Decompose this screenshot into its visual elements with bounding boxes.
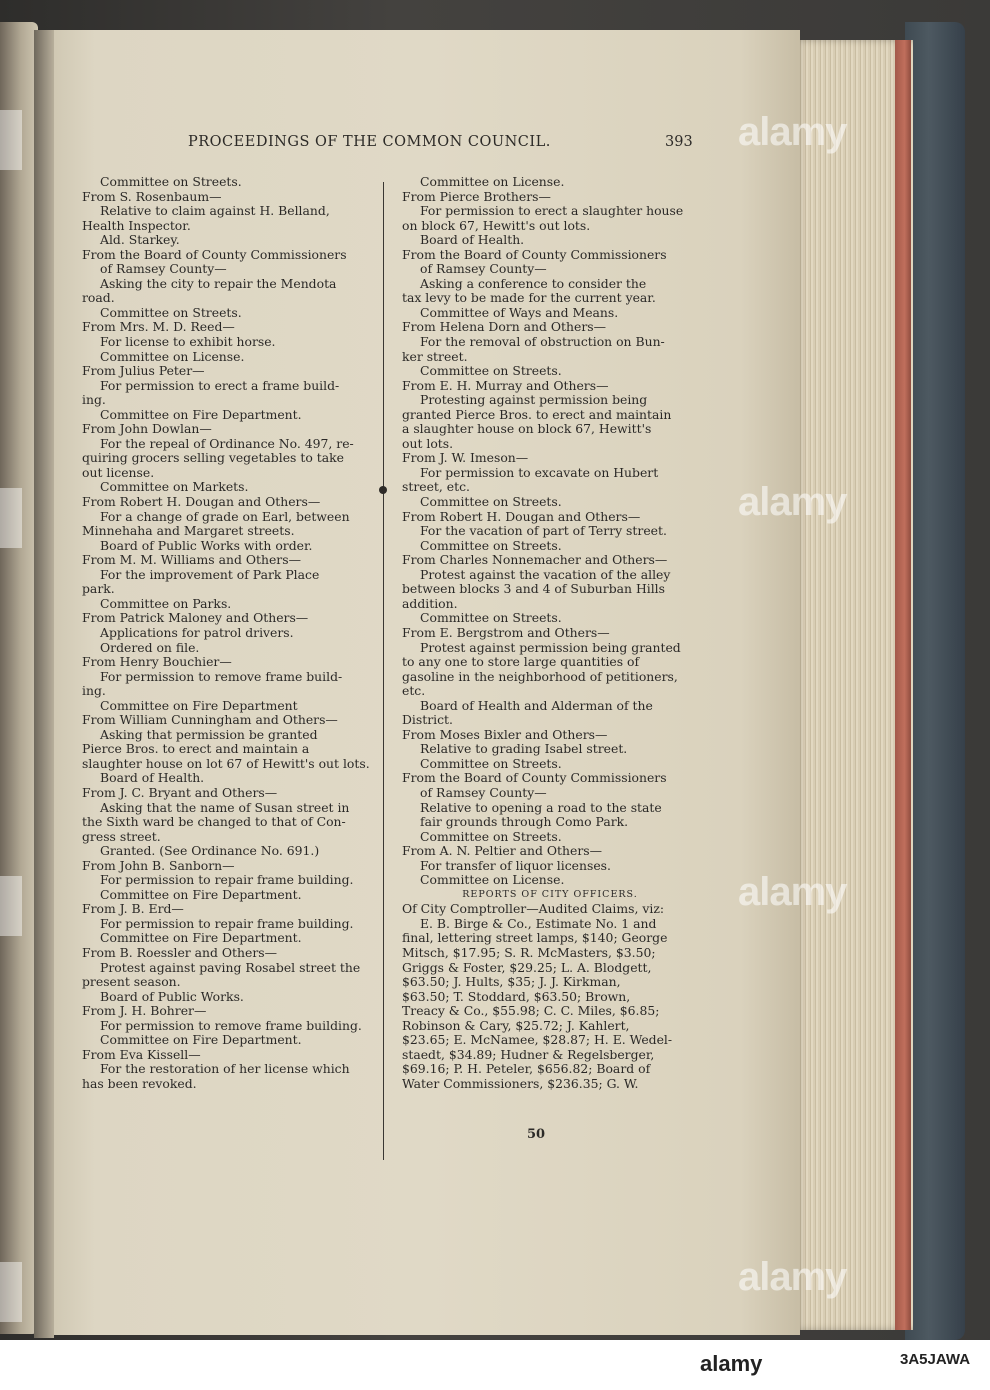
text-line: slaughter house on lot 67 of Hewitt's out lots. bbox=[82, 755, 370, 771]
text-line: Committee on Fire Department. bbox=[100, 1032, 302, 1048]
text-line: final, lettering street lamps, $140; George bbox=[402, 930, 668, 946]
text-line: present season. bbox=[82, 974, 181, 990]
text-line: Committee on License. bbox=[100, 348, 245, 364]
text-line: From William Cunningham and Others— bbox=[82, 712, 338, 728]
text-line: Board of Public Works with order. bbox=[100, 537, 313, 553]
text-line: $63.50; T. Stoddard, $63.50; Brown, bbox=[402, 988, 631, 1004]
right-column bbox=[402, 175, 698, 1091]
text-line: Ordered on file. bbox=[100, 639, 200, 655]
text-line: Board of Health. bbox=[100, 770, 205, 786]
text-line: From Robert H. Dougan and Others— bbox=[402, 508, 641, 524]
text-line: From E. Bergstrom and Others— bbox=[402, 624, 610, 640]
watermark-mark bbox=[0, 110, 22, 170]
text-line: From the Board of County Commissioners bbox=[402, 770, 667, 786]
text-line: Asking a conference to consider the bbox=[420, 275, 647, 291]
text-line: Committee on Parks. bbox=[100, 595, 232, 611]
text-line: Committee on Streets. bbox=[420, 537, 562, 553]
text-line: From Eva Kissell— bbox=[82, 1046, 201, 1062]
text-line: For the removal of obstruction on Bun- bbox=[420, 334, 665, 350]
text-line: between blocks 3 and 4 of Suburban Hills bbox=[402, 581, 665, 597]
text-line: gasoline in the neighborhood of petitioners, bbox=[402, 668, 678, 684]
text-line: From J. C. Bryant and Others— bbox=[82, 784, 278, 800]
facing-page-edge bbox=[0, 22, 38, 1334]
text-line: Protest against permission being granted bbox=[420, 639, 681, 655]
text-line: For a change of grade on Earl, between bbox=[100, 508, 350, 524]
running-head: PROCEEDINGS OF THE COMMON COUNCIL. bbox=[188, 134, 551, 150]
text-line: Committee on Streets. bbox=[420, 610, 562, 626]
text-line: Relative to grading Isabel street. bbox=[420, 741, 628, 757]
text-line: out license. bbox=[82, 464, 155, 480]
text-line: tax levy to be made for the current year. bbox=[402, 290, 656, 306]
text-line: the Sixth ward be changed to that of Con- bbox=[82, 814, 346, 830]
text-line: E. B. Birge & Co., Estimate No. 1 and bbox=[420, 915, 657, 931]
text-line: Griggs & Foster, $29.25; L. A. Blodgett, bbox=[402, 959, 652, 975]
text-line: Treacy & Co., $55.98; C. C. Miles, $6.85; bbox=[402, 1003, 660, 1019]
text-line: street, etc. bbox=[402, 479, 470, 495]
text-line: road. bbox=[82, 290, 115, 306]
text-line: Committee on Streets. bbox=[420, 494, 562, 510]
text-line: Committee of Ways and Means. bbox=[420, 304, 619, 320]
text-line: park. bbox=[82, 581, 115, 597]
watermark-bar bbox=[0, 1340, 990, 1390]
text-line: For transfer of liquor licenses. bbox=[420, 857, 611, 873]
text-line: Asking that permission be granted bbox=[100, 726, 318, 742]
text-line: For the improvement of Park Place bbox=[100, 566, 320, 582]
page-number: 393 bbox=[665, 134, 693, 150]
text-line: Applications for patrol drivers. bbox=[100, 624, 294, 640]
watermark-mark bbox=[0, 1262, 22, 1322]
text-line: Relative to claim against H. Belland, bbox=[100, 203, 330, 219]
text-line: Of City Comptroller—Audited Claims, viz: bbox=[402, 901, 665, 917]
text-line: For permission to repair frame building. bbox=[100, 872, 354, 888]
text-line: District. bbox=[402, 712, 453, 728]
text-line: From Henry Bouchier— bbox=[82, 654, 232, 670]
text-line: of Ramsey County— bbox=[420, 784, 547, 800]
text-line: From A. N. Peltier and Others— bbox=[402, 843, 602, 859]
text-line: Committee on Streets. bbox=[420, 363, 562, 379]
text-line: From J. H. Bohrer— bbox=[82, 1003, 207, 1019]
book-cover-edge bbox=[905, 22, 965, 1340]
text-line: etc. bbox=[402, 683, 426, 699]
text-line: For permission to excavate on Hubert bbox=[420, 464, 659, 480]
text-line: Committee on Fire Department bbox=[100, 697, 298, 713]
text-line: Pierce Bros. to erect and maintain a bbox=[82, 741, 310, 757]
text-line: From J. W. Imeson— bbox=[402, 450, 529, 466]
watermark-mark: alamy bbox=[738, 870, 847, 914]
text-line: For permission to remove frame build- bbox=[100, 668, 343, 684]
text-line: $63.50; J. Hults, $35; J. J. Kirkman, bbox=[402, 974, 621, 990]
text-line: From Julius Peter— bbox=[82, 363, 205, 379]
text-line: Board of Public Works. bbox=[100, 988, 244, 1004]
watermark-image-id: 3A5JAWA bbox=[900, 1351, 971, 1368]
text-line: addition. bbox=[402, 595, 458, 611]
text-line: of Ramsey County— bbox=[100, 261, 227, 277]
text-line: For the repeal of Ordinance No. 497, re- bbox=[100, 435, 354, 451]
text-line: From S. Rosenbaum— bbox=[82, 188, 222, 204]
text-line: Protest against paving Rosabel street the bbox=[100, 959, 361, 975]
text-line: $69.16; P. H. Peteler, $656.82; Board of bbox=[402, 1061, 651, 1077]
watermark-mark bbox=[0, 876, 22, 936]
text-line: Board of Health. bbox=[420, 232, 525, 248]
text-line: Committee on License. bbox=[420, 872, 565, 888]
text-line: From Patrick Maloney and Others— bbox=[82, 610, 309, 626]
watermark-mark: alamy bbox=[738, 480, 847, 524]
watermark-brand: alamy bbox=[700, 1351, 763, 1376]
text-line: fair grounds through Como Park. bbox=[420, 814, 629, 830]
text-line: From Moses Bixler and Others— bbox=[402, 726, 608, 742]
text-line: From E. H. Murray and Others— bbox=[402, 377, 609, 393]
text-line: Committee on Markets. bbox=[100, 479, 249, 495]
text-line: For permission to remove frame building. bbox=[100, 1017, 362, 1033]
text-line: ker street. bbox=[402, 348, 468, 364]
text-line: Board of Health and Alderman of the bbox=[420, 697, 653, 713]
text-line: a slaughter house on block 67, Hewitt's bbox=[402, 421, 652, 437]
text-line: Granted. (See Ordinance No. 691.) bbox=[100, 843, 320, 859]
text-line: From J. B. Erd— bbox=[82, 901, 184, 917]
text-line: Committee on Streets. bbox=[420, 828, 562, 844]
text-line: From Charles Nonnemacher and Others— bbox=[402, 552, 668, 568]
text-line: ing. bbox=[82, 683, 106, 699]
text-line: Committee on Streets. bbox=[100, 304, 242, 320]
text-line: For license to exhibit horse. bbox=[100, 334, 276, 350]
text-line: From Mrs. M. D. Reed— bbox=[82, 319, 235, 335]
text-line: out lots. bbox=[402, 435, 454, 451]
text-line: Committee on Fire Department. bbox=[100, 406, 302, 422]
text-line: Relative to opening a road to the state bbox=[420, 799, 662, 815]
rule-ink-dot bbox=[379, 486, 387, 494]
text-line: Committee on Streets. bbox=[100, 174, 242, 189]
text-line: Minnehaha and Margaret streets. bbox=[82, 523, 295, 539]
binding-gutter bbox=[34, 30, 54, 1338]
watermark-mark bbox=[0, 488, 22, 548]
page-edge-red-trim bbox=[895, 40, 911, 1330]
text-line: has been revoked. bbox=[82, 1075, 197, 1091]
text-line: For permission to erect a frame build- bbox=[100, 377, 340, 393]
text-line: to any one to store large quantities of bbox=[402, 654, 640, 670]
text-line: For the vacation of part of Terry street. bbox=[420, 523, 667, 539]
text-line: From Helena Dorn and Others— bbox=[402, 319, 607, 335]
left-column bbox=[82, 175, 378, 1091]
text-line: Asking that the name of Susan street in bbox=[100, 799, 350, 815]
text-line: of Ramsey County— bbox=[420, 261, 547, 277]
column-rule bbox=[383, 182, 384, 1160]
text-line: From John Dowlan— bbox=[82, 421, 212, 437]
text-line: From John B. Sanborn— bbox=[82, 857, 235, 873]
text-line: staedt, $34.89; Hudner & Regelsberger, bbox=[402, 1046, 655, 1062]
signature-folio: 50 bbox=[527, 1127, 546, 1142]
section-heading: REPORTS OF CITY OFFICERS. bbox=[462, 888, 638, 900]
page-header bbox=[50, 134, 800, 156]
text-line: $23.65; E. McNamee, $28.87; H. E. Wedel- bbox=[402, 1032, 673, 1048]
text-line: From Pierce Brothers— bbox=[402, 188, 551, 204]
text-line: From M. M. Williams and Others— bbox=[82, 552, 301, 568]
text-line: For permission to erect a slaughter house bbox=[420, 203, 684, 219]
text-line: Ald. Starkey. bbox=[100, 232, 180, 248]
book-page bbox=[50, 30, 800, 1335]
text-line: From B. Roessler and Others— bbox=[82, 944, 278, 960]
watermark-mark: alamy bbox=[738, 110, 847, 154]
text-line: Water Commissioners, $236.35; G. W. bbox=[402, 1075, 639, 1091]
text-line: granted Pierce Bros. to erect and maintain bbox=[402, 406, 672, 422]
text-line: Committee on License. bbox=[420, 174, 565, 189]
text-line: From the Board of County Commissioners bbox=[82, 246, 347, 262]
text-line: Robinson & Cary, $25.72; J. Kahlert, bbox=[402, 1017, 630, 1033]
text-line: Asking the city to repair the Mendota bbox=[100, 275, 337, 291]
text-line: From Robert H. Dougan and Others— bbox=[82, 494, 321, 510]
text-line: Committee on Fire Department. bbox=[100, 886, 302, 902]
text-line: Health Inspector. bbox=[82, 217, 191, 233]
text-line: Protesting against permission being bbox=[420, 392, 648, 408]
text-line: Protest against the vacation of the alley bbox=[420, 566, 671, 582]
text-line: gress street. bbox=[82, 828, 161, 844]
text-line: For the restoration of her license which bbox=[100, 1061, 350, 1077]
text-line: For permission to repair frame building. bbox=[100, 915, 354, 931]
text-line: Committee on Fire Department. bbox=[100, 930, 302, 946]
text-line: Mitsch, $17.95; S. R. McMasters, $3.50; bbox=[402, 944, 656, 960]
text-line: Committee on Streets. bbox=[420, 755, 562, 771]
text-line: quiring grocers selling vegetables to take bbox=[82, 450, 344, 466]
text-line: on block 67, Hewitt's out lots. bbox=[402, 217, 591, 233]
watermark-mark: alamy bbox=[738, 1255, 847, 1299]
text-line: From the Board of County Commissioners bbox=[402, 246, 667, 262]
text-line: ing. bbox=[82, 392, 106, 408]
